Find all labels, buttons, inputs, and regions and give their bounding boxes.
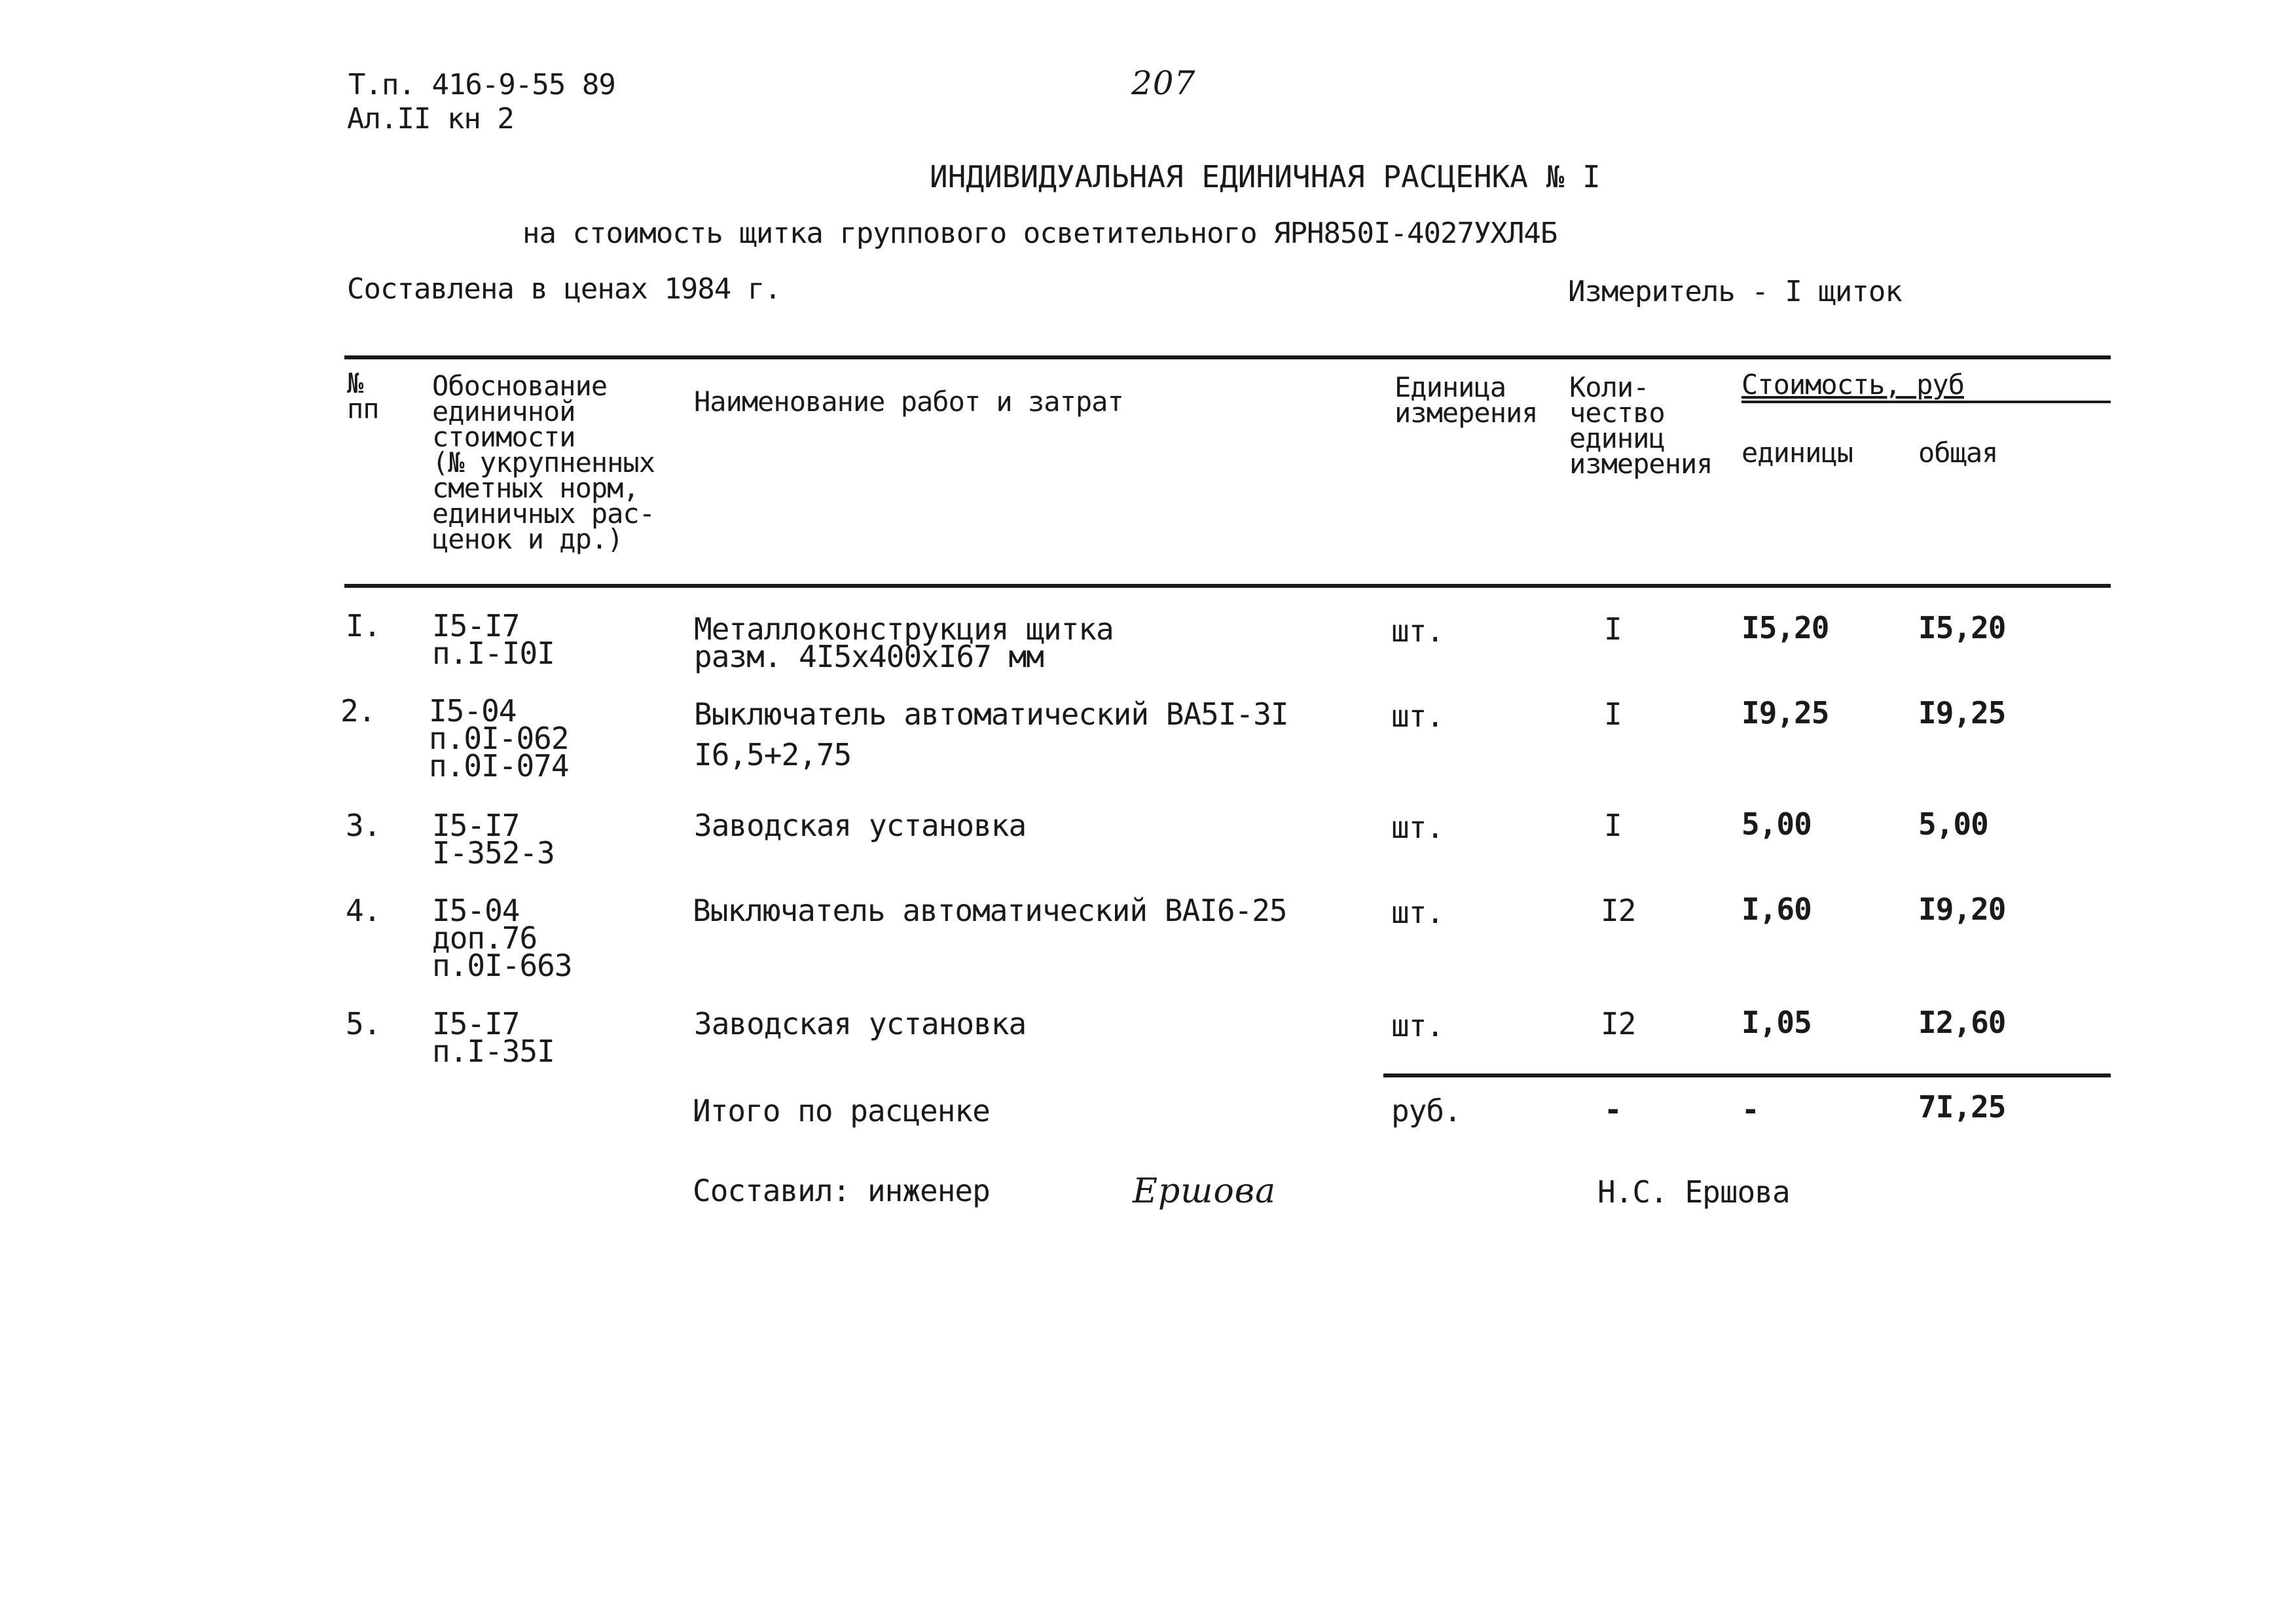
row-4-basis: I5-04 доп.76 п.0I-663	[432, 893, 572, 983]
row-4-number: 4.	[346, 893, 381, 928]
table-top-rule	[344, 355, 2111, 359]
row-4-quantity: I2	[1601, 893, 1636, 928]
page-subtitle: на стоимость щитка группового осветительного ЯРН850I-4027УХЛ4Б	[522, 217, 1558, 250]
row-3-quantity: I	[1604, 808, 1622, 843]
column-header-number: № пп	[347, 367, 379, 425]
row-3-price: 5,00	[1741, 806, 1812, 842]
row-5-unit: шт.	[1391, 1008, 1444, 1043]
row-1-name: Металлоконструкция щитка разм. 4I5x400xI67 мм	[694, 611, 1114, 674]
total-amount: 7I,25	[1918, 1089, 2006, 1125]
row-2-number: 2.	[340, 693, 376, 729]
row-2-price: I9,25	[1741, 695, 1829, 731]
column-header-quantity: Коли- чество единиц измерения	[1569, 371, 1713, 480]
document-reference: Т.п. 416-9-55 89	[348, 68, 615, 101]
row-5-price: I,05	[1741, 1005, 1812, 1040]
row-2-basis: I5-04 п.0I-062 п.0I-074	[429, 693, 569, 784]
row-3-name: Заводская установка	[694, 808, 1027, 843]
row-1-price: I5,20	[1741, 610, 1829, 645]
column-header-cost-total: общая	[1918, 437, 1998, 469]
page-title: ИНДИВИДУАЛЬНАЯ ЕДИНИЧНАЯ РАСЦЕНКА № I	[930, 159, 1601, 194]
row-2-name: Выключатель автоматический ВА5I-3I I6,5+2,75	[694, 696, 1288, 772]
column-header-basis: Обоснование единичной стоимости (№ укрупненных сметных норм, единичных рас- ценок и др.)	[432, 370, 655, 555]
row-2-total: I9,25	[1918, 695, 2006, 731]
row-3-number: 3.	[346, 808, 381, 843]
column-header-name: Наименование работ и затрат	[694, 386, 1123, 418]
row-4-unit: шт.	[1391, 895, 1444, 930]
row-1-number: I.	[346, 608, 381, 643]
album-reference: Ал.II кн 2	[347, 102, 514, 135]
total-quantity: -	[1604, 1092, 1622, 1127]
row-5-name: Заводская установка	[694, 1006, 1027, 1041]
total-unit: руб.	[1391, 1093, 1461, 1128]
row-1-basis: I5-I7 п.I-I0I	[432, 608, 555, 671]
table-header-rule	[344, 584, 2111, 588]
column-header-cost-unit: единицы	[1741, 437, 1853, 469]
page-number: 207	[1131, 64, 1196, 102]
row-5-basis: I5-I7 п.I-35I	[432, 1006, 555, 1069]
row-1-total: I5,20	[1918, 610, 2006, 645]
compiled-prices: Составлена в ценах 1984 г.	[347, 272, 781, 306]
meter: Измеритель - I щиток	[1568, 275, 1902, 308]
row-1-unit: шт.	[1391, 613, 1444, 649]
row-4-name: Выключатель автоматический ВАI6-25	[693, 893, 1287, 928]
row-5-quantity: I2	[1601, 1006, 1636, 1041]
cost-header-rule	[1741, 401, 2111, 403]
row-3-unit: шт.	[1391, 810, 1444, 845]
row-4-price: I,60	[1741, 892, 1812, 927]
row-2-quantity: I	[1604, 696, 1622, 732]
column-header-unit: Единица измерения	[1394, 371, 1538, 429]
compiler-name: Н.С. Ершова	[1597, 1174, 1790, 1210]
compiled-by-label: Составил: инженер	[693, 1173, 990, 1208]
total-label: Итого по расценке	[693, 1093, 990, 1128]
column-header-cost: Стоимость, руб	[1741, 369, 1965, 401]
total-rule	[1383, 1074, 2111, 1077]
row-2-unit: шт.	[1391, 698, 1444, 734]
row-5-number: 5.	[346, 1006, 381, 1041]
total-price: -	[1741, 1092, 1759, 1127]
signature: Ершова	[1133, 1172, 1277, 1211]
row-4-total: I9,20	[1918, 892, 2006, 927]
row-3-total: 5,00	[1918, 806, 1988, 842]
row-3-basis: I5-I7 I-352-3	[432, 808, 555, 871]
row-1-quantity: I	[1604, 611, 1622, 647]
row-5-total: I2,60	[1918, 1005, 2006, 1040]
